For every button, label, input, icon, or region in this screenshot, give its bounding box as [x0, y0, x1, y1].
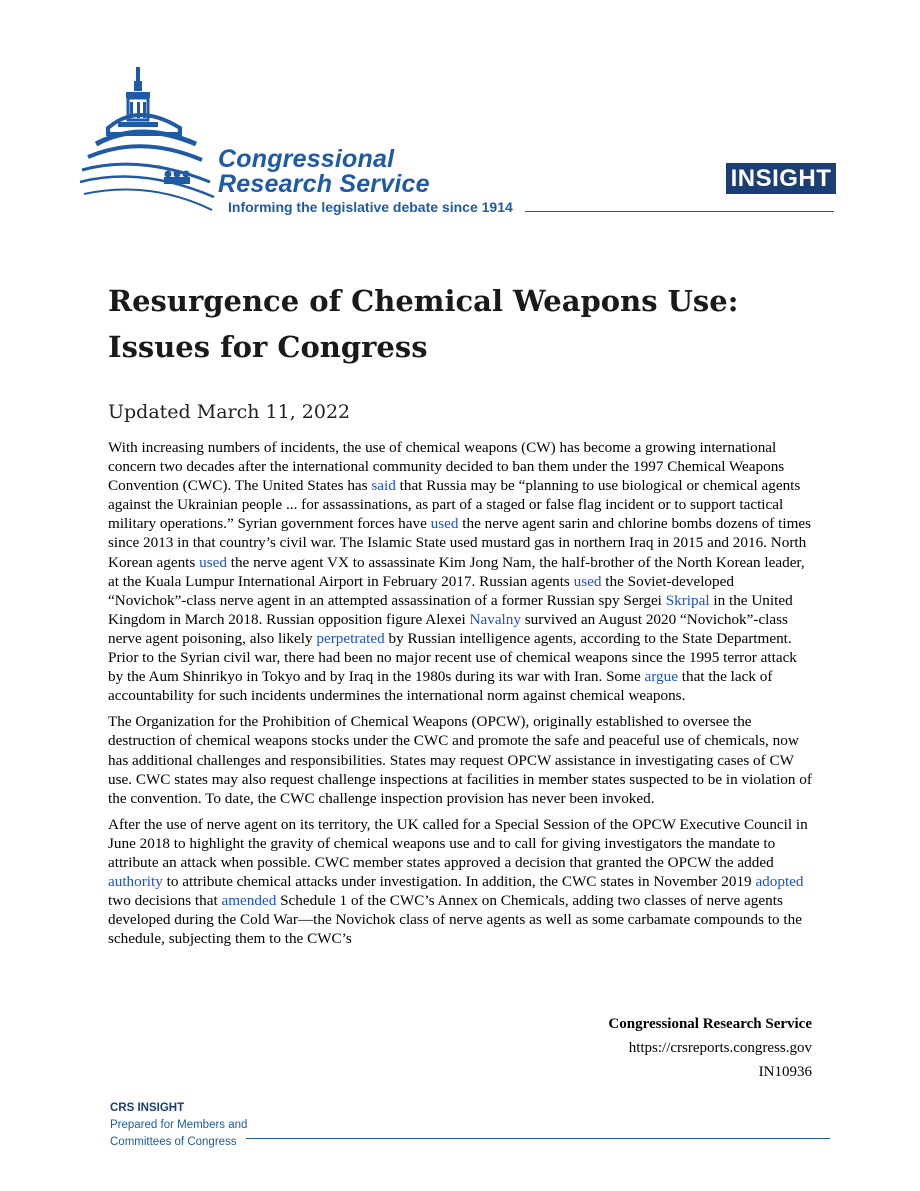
inline-link[interactable]: used — [430, 515, 459, 533]
inline-link[interactable]: argue — [644, 668, 678, 686]
title-line1: Resurgence of Chemical Weapons Use: — [108, 284, 739, 318]
paragraph-text: by Russian intelligence agents, according to the State Department. Prior to the Syrian civil war, there had been no major recent use of chemical weapons since the 1995 terror attack by the Aum Shinrikyo in Tokyo and by Iraq in the 1980s during its war with Iran. Some — [108, 629, 797, 686]
paragraph-text: the nerve agent VX to assassinate Kim Jong Nam, the half-brother of the North Korean leader, at the Kuala Lumpur International Airport in February 2017. Russian agents — [108, 553, 805, 590]
report-id: IN10936 — [758, 1064, 812, 1080]
footer-org: Congressional Research Service — [608, 1016, 812, 1032]
paragraph-text: Schedule 1 of the CWC’s Annex on Chemicals, adding two classes of nerve agents developed during the Cold War—the Novichok class of nerve agents as well as some carbamate compounds to the schedule, subjecting them to the CWC’s — [108, 892, 802, 948]
page-title — [108, 278, 828, 370]
bottom-divider — [246, 1138, 830, 1139]
paragraph-text: the Soviet-developed “Novichok”-class nerve agent in an attempted assassination of a former Russian spy Sergei — [108, 572, 734, 609]
inline-link[interactable]: Skripal — [665, 591, 710, 609]
updated-date: Updated March 11, 2022 — [108, 401, 351, 423]
inline-link[interactable]: used — [573, 572, 602, 590]
inline-link[interactable]: said — [371, 477, 396, 495]
paragraph-text: With increasing numbers of incidents, the use of chemical weapons (CW) has become a growing international concern two decades after the international community decided to ban them under the 1997 Chemical Weapons Convention (CWC). The United States has — [108, 439, 785, 495]
inline-link[interactable]: amended — [221, 892, 277, 910]
footer-info — [608, 1012, 812, 1084]
org-name-line2: Research Service — [218, 170, 430, 198]
inline-link[interactable]: authority — [108, 873, 163, 891]
inline-link[interactable]: perpetrated — [316, 629, 385, 647]
inline-link[interactable]: adopted — [755, 873, 804, 891]
prepared-line2: Committees of Congress — [110, 1136, 237, 1148]
insight-badge: INSIGHT — [726, 163, 836, 194]
paragraph-text: The Organization for the Prohibition of Chemical Weapons (OPCW), originally established to oversee the destruction of chemical weapons stocks under the CWC and promote the safe and peaceful use of chemicals, now has additional challenges and responsibilities. States may request OPCW assistance in investigating cases of CW use. CWC states may also request challenge inspections at facilities in member states suspected to be in violation of the convention. To date, the CWC challenge inspection provision has never been invoked. — [108, 713, 812, 807]
capitol-dome-logo-icon — [80, 62, 220, 217]
inline-link[interactable]: used — [199, 553, 227, 571]
paragraph-text: After the use of nerve agent on its territory, the UK called for a Special Session of the OPCW Executive Council in June 2018 to highlight the gravity of chemical weapons use and to call for giving investigators the mandate to attribute an attack when possible. CWC member states approved a decision that granted the OPCW the added — [108, 815, 808, 871]
prepared-line1: Prepared for Members and — [110, 1119, 248, 1131]
inline-link[interactable]: Navalny — [469, 610, 521, 628]
tagline: Informing the legislative debate since 1914 — [228, 199, 513, 215]
paragraph-text: survived an August 2020 “Novichok”-class nerve agent poisoning, also likely — [108, 610, 788, 647]
article-body — [108, 438, 813, 955]
footer-url: https://crsreports.congress.gov — [628, 1040, 812, 1056]
paragraph-text: the nerve agent sarin and chlorine bombs dozens of times since 2013 in that country’s civil war. The Islamic State used mustard gas in northern Iraq in 2015 and 2016. North Korean agents — [108, 515, 812, 571]
crs-insight-label — [110, 1100, 247, 1151]
tagline-divider — [525, 211, 834, 212]
paragraph-text: two decisions that — [108, 892, 222, 910]
title-line2: Issues for Congress — [108, 330, 428, 364]
org-name-line1: Congressional — [218, 145, 395, 173]
paragraph-text: that Russia may be “planning to use biological or chemical agents against the Ukrainian people ... for assassinations, as part of a staged or false flag incident or to support tactical military operations.” Syrian government forces have — [108, 477, 801, 533]
paragraph-text: to attribute chemical attacks under investigation. In addition, the CWC states in November 2019 — [162, 873, 756, 891]
paragraph-text: in the United Kingdom in March 2018. Russian opposition figure Alexei — [108, 591, 793, 628]
crs-insight-head: CRS INSIGHT — [110, 1102, 185, 1114]
paragraph-1 — [108, 438, 813, 705]
paragraph-text: that the lack of accountability for such incidents undermines the international norm against chemical weapons. — [108, 668, 773, 705]
paragraph-3 — [108, 815, 813, 949]
paragraph-2 — [108, 712, 813, 807]
